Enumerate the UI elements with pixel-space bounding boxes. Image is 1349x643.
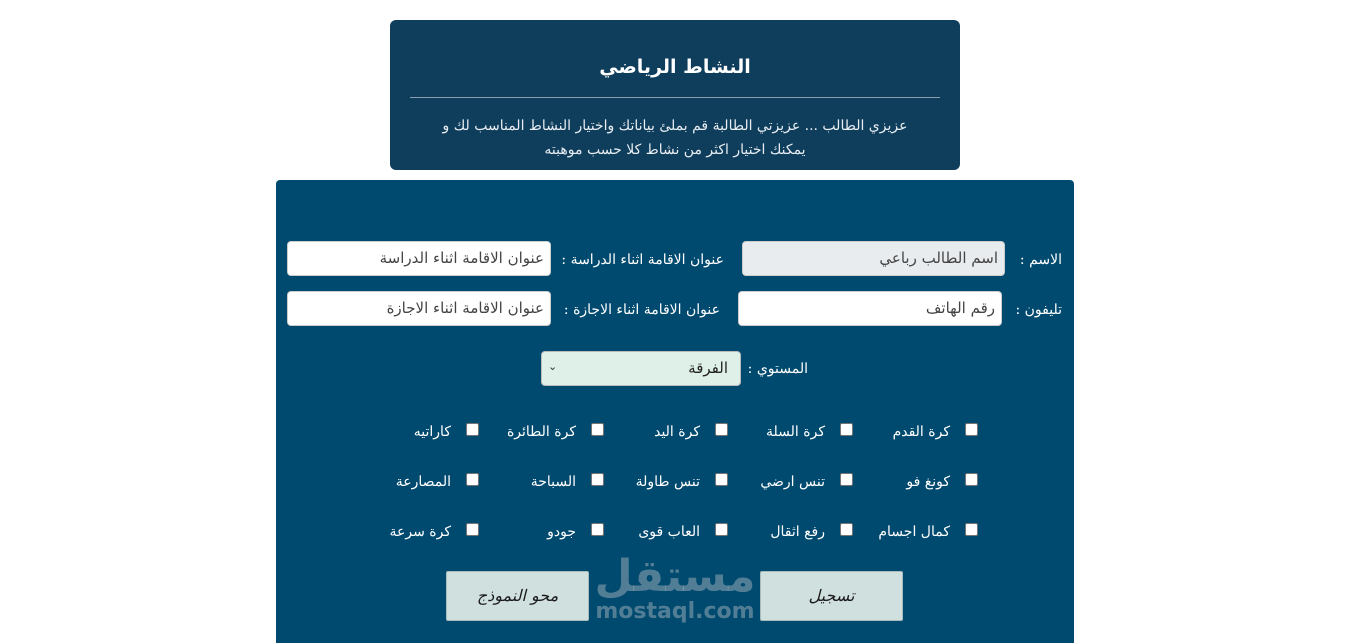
- sport-label: كرة القدم: [892, 424, 950, 440]
- sport-label: كرة الطائرة: [506, 424, 576, 440]
- intro-line-2: يمكنك اختيار اكثر من نشاط كلا حسب موهبته: [544, 142, 806, 158]
- sport-label: كونغ فو: [906, 474, 950, 490]
- sport-label: رفع اثقال: [770, 524, 825, 540]
- chevron-down-icon: ⌄: [548, 360, 558, 373]
- sport-label: تنس ارضي: [760, 474, 825, 490]
- sport-label: كرة السلة: [766, 424, 825, 440]
- checkbox-table-tennis[interactable]: [715, 473, 728, 486]
- checkbox-wrestling[interactable]: [466, 473, 479, 486]
- checkbox-athletics[interactable]: [715, 523, 728, 536]
- checkbox-basketball[interactable]: [840, 423, 853, 436]
- checkbox-swimming[interactable]: [591, 473, 604, 486]
- header-card: [390, 20, 960, 170]
- header-divider: [410, 97, 940, 98]
- registration-form: [276, 180, 1074, 643]
- sport-label: كرة سرعة: [389, 524, 451, 540]
- sport-label: المصارعة: [395, 474, 451, 490]
- checkbox-karate[interactable]: [466, 423, 479, 436]
- watermark-latin: mostaql.com: [595, 599, 755, 624]
- checkbox-volleyball[interactable]: [591, 423, 604, 436]
- checkbox-tennis[interactable]: [840, 473, 853, 486]
- sport-label: جودو: [547, 524, 576, 540]
- name-field[interactable]: اسم الطالب رباعي: [742, 241, 1005, 276]
- level-select[interactable]: [541, 351, 741, 386]
- intro-line-1: عزيزي الطالب ... عزيزتي الطالبة قم بملئ بياناتك واختيار النشاط المناسب لك و: [442, 118, 908, 134]
- sport-label: تنس طاولة: [635, 474, 700, 490]
- checkbox-speedball[interactable]: [466, 523, 479, 536]
- watermark-arabic: مستقل: [594, 551, 756, 602]
- sport-label: العاب قوى: [638, 524, 700, 540]
- clear-form-button[interactable]: محو النموذج: [446, 571, 589, 621]
- study-address-label: عنوان الاقامة اثناء الدراسة :: [561, 252, 724, 268]
- checkbox-kungfu[interactable]: [965, 473, 978, 486]
- sport-label: كاراتيه: [413, 424, 451, 440]
- vacation-address-field[interactable]: عنوان الاقامة اثناء الاجازة: [287, 291, 551, 326]
- intro-text: [420, 114, 930, 162]
- sport-label: كرة اليد: [654, 424, 700, 440]
- phone-label: تليفون :: [1015, 302, 1062, 318]
- level-selected-value: الفرقة: [688, 359, 728, 377]
- sport-label: كمال اجسام: [878, 524, 950, 540]
- register-button[interactable]: تسجيل: [760, 571, 903, 621]
- vacation-address-label: عنوان الاقامة اثناء الاجازة :: [563, 302, 720, 318]
- sport-label: السباحة: [530, 474, 576, 490]
- name-label: الاسم :: [1019, 252, 1062, 268]
- checkbox-weightlifting[interactable]: [840, 523, 853, 536]
- page-title: النشاط الرياضي: [599, 56, 751, 78]
- study-address-field[interactable]: عنوان الاقامة اثناء الدراسة: [287, 241, 551, 276]
- checkbox-handball[interactable]: [715, 423, 728, 436]
- checkbox-judo[interactable]: [591, 523, 604, 536]
- level-label: المستوي :: [747, 361, 808, 377]
- phone-field[interactable]: رقم الهاتف: [738, 291, 1002, 326]
- checkbox-bodybuilding[interactable]: [965, 523, 978, 536]
- checkbox-football[interactable]: [965, 423, 978, 436]
